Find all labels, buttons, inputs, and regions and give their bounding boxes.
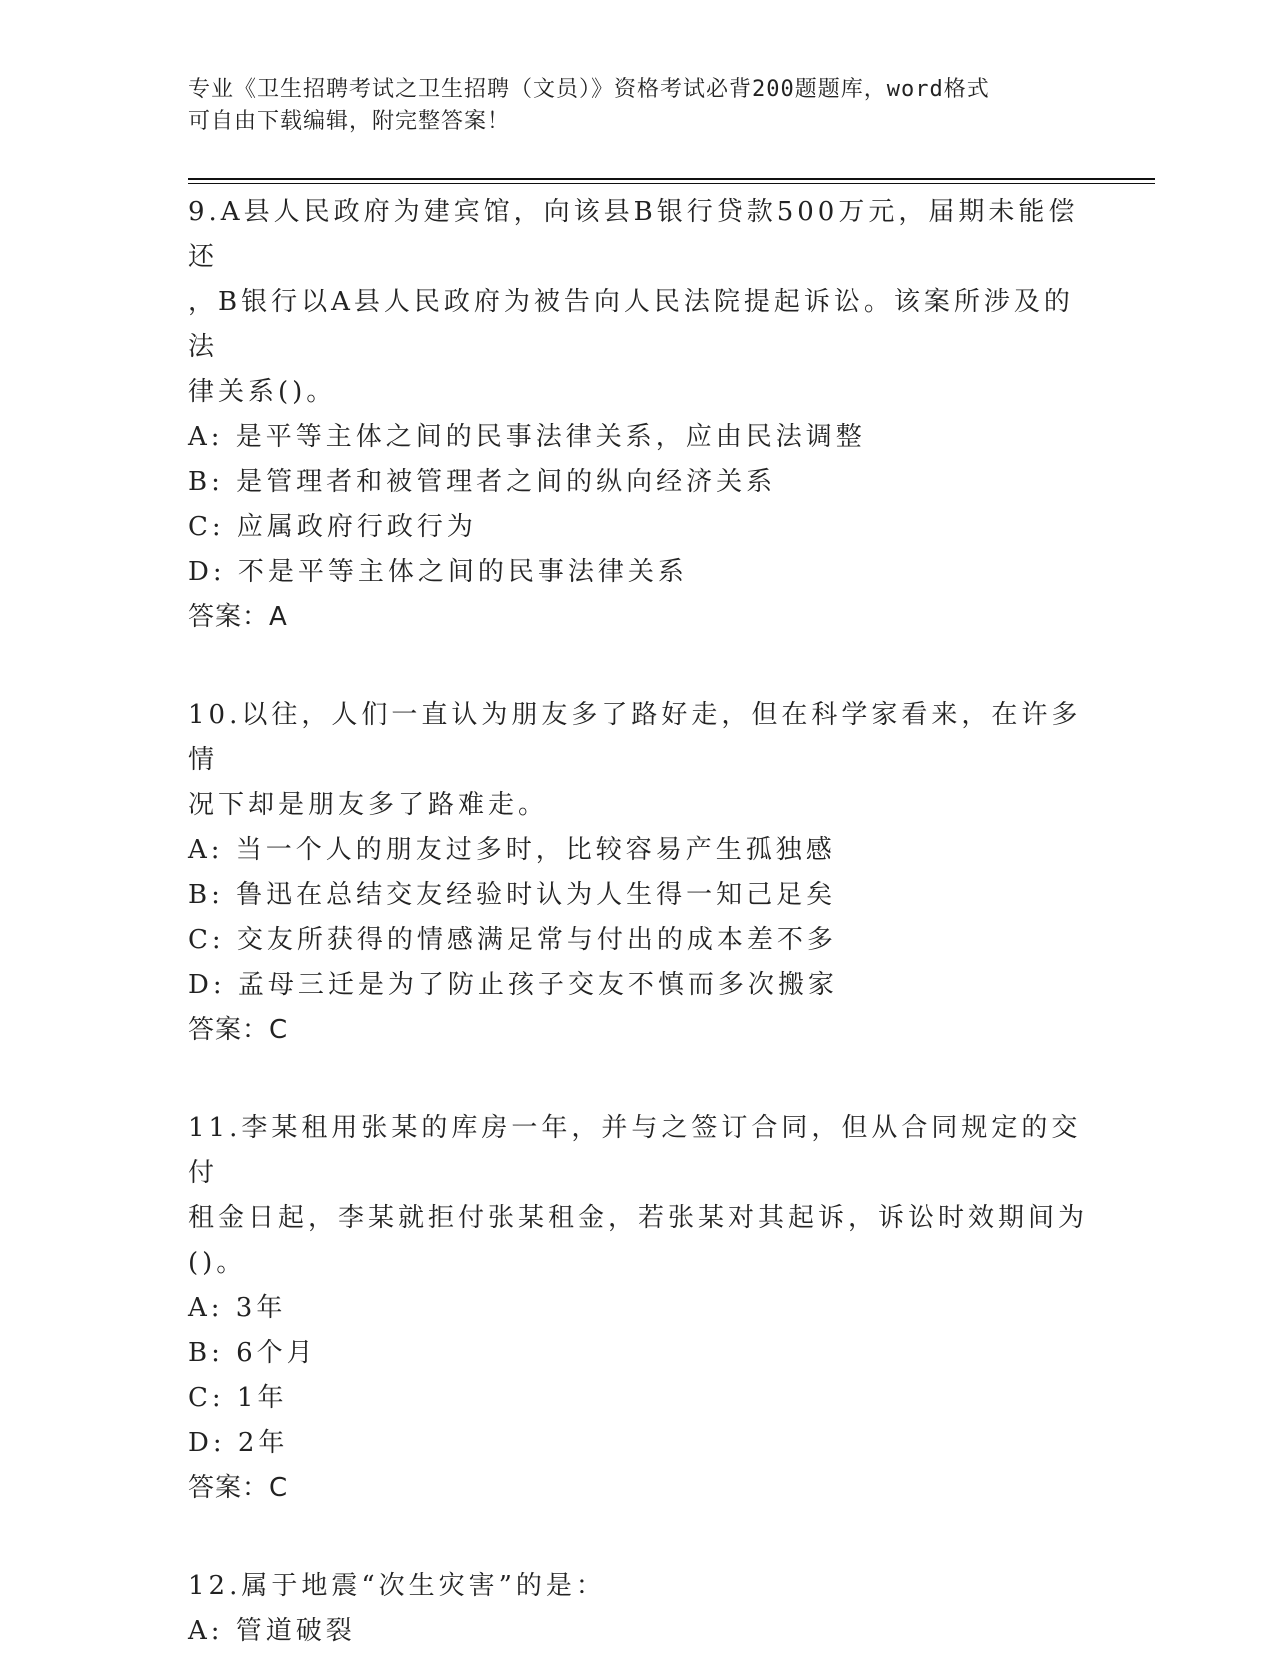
question-12-stem-line-1: 12.属于地震“次生灾害”的是： (188, 1571, 606, 1601)
document-header (188, 74, 1068, 138)
question-spacer (188, 1053, 1088, 1106)
question-10-option-c: C: 交友所获得的情感满足常与付出的成本差不多 (188, 925, 837, 955)
question-9-option-c: C: 应属政府行政行为 (188, 512, 477, 542)
question-9-stem-line-3: 律关系()。 (188, 377, 337, 407)
question-9-stem-line-2: ，B银行以A县人民政府为被告向人民法院提起诉讼。该案所涉及的法 (188, 287, 1074, 362)
header-line-2: 可自由下载编辑，附完整答案！ (188, 109, 511, 134)
header-line-1: 专业《卫生招聘考试之卫生招聘（文员）》资格考试必背200题题库，word格式 (188, 77, 990, 102)
header-divider-thin (188, 183, 1155, 184)
question-9-answer: 答案：A (188, 602, 288, 632)
question-spacer (188, 640, 1088, 693)
question-11-option-d: D: 2年 (188, 1428, 289, 1458)
question-11-option-c: C: 1年 (188, 1383, 288, 1413)
question-10-option-d: D: 孟母三迁是为了防止孩子交友不慎而多次搬家 (188, 970, 838, 1000)
question-9-option-b: B: 是管理者和被管理者之间的纵向经济关系 (188, 467, 777, 497)
question-11-stem-line-2: 租金日起，李某就拒付张某租金，若张某对其起诉，诉讼时效期间为 (188, 1203, 1089, 1233)
question-9-option-d: D: 不是平等主体之间的民事法律关系 (188, 557, 688, 587)
question-10-answer: 答案：C (188, 1015, 289, 1045)
header-divider-thick (188, 178, 1155, 180)
question-12 (188, 1564, 1088, 1654)
question-11-option-a: A: 3年 (188, 1293, 287, 1323)
question-12-option-a: A: 管道破裂 (188, 1616, 356, 1646)
question-10-option-a: A: 当一个人的朋友过多时，比较容易产生孤独感 (188, 835, 836, 865)
question-10-stem-line-1: 10.以往，人们一直认为朋友多了路好走，但在科学家看来，在许多情 (188, 700, 1082, 775)
question-10-stem-line-2: 况下却是朋友多了路难走。 (188, 790, 549, 820)
question-11-stem-line-1: 11.李某租用张某的库房一年，并与之签订合同，但从合同规定的交付 (188, 1113, 1082, 1188)
question-10 (188, 693, 1088, 1053)
question-list (188, 190, 1088, 1654)
question-9 (188, 190, 1088, 640)
question-11-answer: 答案：C (188, 1473, 289, 1503)
question-10-option-b: B: 鲁迅在总结交友经验时认为人生得一知己足矣 (188, 880, 837, 910)
question-11-option-b: B: 6个月 (188, 1338, 317, 1368)
question-11 (188, 1106, 1088, 1511)
question-9-option-a: A: 是平等主体之间的民事法律关系，应由民法调整 (188, 422, 866, 452)
question-11-stem-line-3: ()。 (188, 1248, 247, 1278)
question-9-stem-line-1: 9.A县人民政府为建宾馆，向该县B银行贷款500万元，届期未能偿还 (188, 197, 1079, 272)
question-spacer (188, 1511, 1088, 1564)
